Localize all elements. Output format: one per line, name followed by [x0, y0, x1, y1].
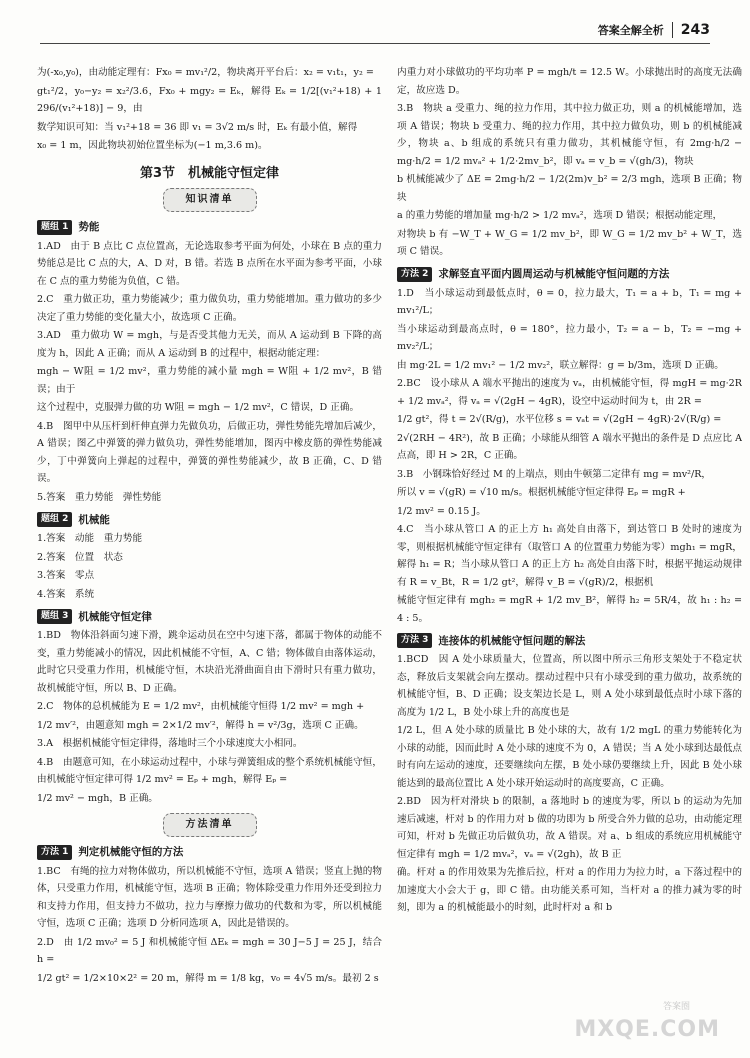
answer-item: 1.答案 动能 重力势能: [37, 533, 143, 544]
answer-item: 2√(2RH − 4R²)，故 B 正确；小球能从细管 A 端水平抛出的条件是 D 点应比 A 点高，即 H > 2R，C 正确。: [397, 432, 742, 461]
answer-item: 1.BCD 因 A 处小球质量大，位置高，所以图中所示三角形支架处于不稳定状态，释放后支架就会向左摆动。摆动过程中只有小球受到的重力做功，故系统的机械能守恒，B、D 正确；设支架边长是 L，则 A 处小球到最低点时小球下落的高度为 1/2 L，B 处小球上升的高度也是: [397, 654, 742, 718]
answer-item: 3.AD 重力做功 W = mgh，与是否受其他力无关，而从 A 运动到 B 下降的高度为 h，因此 A 正确；而从 A 运动到 B 的过程中，根据动能定理：: [37, 330, 382, 359]
page-header: [0, 0, 750, 44]
answer-item: 3.B 物块 a 受重力、绳的拉力作用，其中拉力做正功，则 a 的机械能增加，选项 A 错误；物块 b 受重力、绳的拉力作用，其中拉力做负功，则 b 的机械能减少，物块 a、b 组成的系统只有重力做功，其机械能守恒，有 2mg·h/2 − mg·h/2 = 1/2 mvₐ² + 1/2·2mv_b²，即 vₐ = v_b = √(gh/3)，物块: [397, 103, 742, 167]
method-banner: [37, 813, 382, 837]
answer-item: 对物块 b 有 −W_T + W_G = 1/2 mv_b²，即 W_G = 1/2 mv_b² + W_T，选项 C 错误。: [397, 228, 742, 257]
answer-item: 1.AD 由于 B 点比 C 点位置高，无论选取参考平面为何处，小球在 B 点的重力势能总是比 C 点的大，A、D 对，B 错。若选 B 点所在水平面为参考平面，小球在 C 点的重力势能为负值，C 错。: [37, 240, 382, 287]
method-title: 判定机械能守恒的方法: [78, 846, 184, 858]
method-heading: [397, 267, 742, 282]
method-tag: 方法 2: [397, 267, 432, 282]
section-title: 第3节 机械能守恒定律: [139, 165, 280, 181]
group-heading: [37, 609, 382, 624]
header-title: 答案全解全析: [597, 24, 664, 37]
answer-item: 2.C 物体的总机械能为 E = 1/2 mv²，由机械能守恒得 1/2 mv² = mgh +: [37, 701, 365, 712]
group-title: 机械能: [78, 513, 110, 526]
answer-item: 1.BD 物体沿斜面匀速下滑，跳伞运动员在空中匀速下落，都属于物体的动能不变，重力势能减小的情况，因此机械能不守恒，A、C 错；物体做自由落体运动，此时它只受重力作用，机械能守恒，木块沿光滑曲面自由下滑时只有重力做功，故机械能守恒，所以 B、D 正确。: [37, 630, 382, 694]
answer-item: 1/2 gt²，得 t = 2√(R/g)，水平位移 s = vₐt = √(2gH − 4gR)·2√(R/g) =: [397, 414, 722, 425]
answer-item: 1/2 mv² = 0.15 J。: [397, 505, 486, 517]
watermark: [574, 1002, 738, 1052]
answer-item: 械能守恒定律有 mgh₂ = mgR + 1/2 mv_B²，解得 h₂ = 5R/4，故 h₁ : h₂ = 4 : 5。: [397, 595, 742, 624]
group-tag: 题组 2: [37, 512, 72, 527]
group-tag: 题组 1: [37, 220, 72, 235]
answer-item: 4.C 当小球从管口 A 的正上方 h₁ 高处自由落下，到达管口 B 处时的速度为零，则根据机械能守恒定律有（取管口 A 的位置重力势能为零）mgh₁ = mgR，解得 h₁ = R；当小球从管口 A 的正上方 h₂ 高处自由落下时，根据平抛运动规律有 R = v_Bt，R = 1/2 gt²，解得 v_B = √(gR)/2，根据机: [397, 524, 742, 588]
method-heading: [37, 845, 382, 860]
group-tag: 题组 3: [37, 609, 72, 624]
group-heading: [37, 512, 382, 527]
group-title: 势能: [78, 221, 100, 233]
answer-item: 1/2 L，但 A 处小球的质量比 B 处小球的大，故有 1/2 mgL 的重力势能转化为小球的动能，因而此时 A 处小球的速度不为 0，A 错误；当 A 处小球到达最低点时有向左运动的速度，还要继续向左摆，B 处小球仍要继续上升，因此 B 处小球能达到的最高位置比 A 处小球开始运动时的高度要高，C 正确。: [397, 725, 742, 789]
answer-item: 确。杆对 a 的作用效果为先推后拉，杆对 a 的作用力为拉力时，a 下落过程中的加速度大小会大于 g，即 C 错。由功能关系可知，当杆对 a 的推力减为零的时刻，即为 a 的机械能最小的时刻，此时杆对 a 和 b: [397, 867, 742, 913]
answer-item: b 机械能减少了 ΔE = 2mg·h/2 − 1/2(2m)v_b² = 2/3 mgh，选项 B 正确；物块: [397, 174, 742, 203]
answer-item: 2.D 由 1/2 mv₀² = 5 J 和机械能守恒 ΔEₖ = mgh = 30 J−5 J = 25 J，结合 h =: [37, 936, 382, 965]
answer-item: 1.D 当小球运动到最低点时，θ = 0，拉力最大，T₁ = a + b，T₁ = mg + mv₁²/L；: [397, 287, 742, 316]
header-box: [598, 22, 710, 38]
method-title: 连接体的机械能守恒问题的解法: [438, 634, 586, 647]
intro-line: 为(-x₀,y₀)，由动能定理有：Fx₀ = mv₁²/2，物块离开平台后：x₂ = v₁t₁，y₂ =: [37, 67, 374, 78]
answer-item: 4.B 由题意可知，在小球运动过程中，小球与弹簧组成的整个系统机械能守恒，由机械能守恒定律可得 1/2 mv² = Eₚ + mgh，解得 Eₚ =: [37, 756, 382, 785]
answer-item: 5.答案 重力势能 弹性势能: [37, 491, 162, 503]
answer-item: 2.BD 因为杆对滑块 b 的限制，a 落地时 b 的速度为零，所以 b 的运动为先加速后减速，杆对 b 的作用力对 b 做的功即为 b 所受合外力做的总功，由动能定理可知，杆对 b 先做正功后做负功，故 A 错误。对 a、b 组成的系统应用机械能守恒定律有 mgh = 1/2 mvₐ²，vₐ = √(2gh)，故 B 正: [397, 796, 742, 860]
header-rule: [40, 43, 710, 44]
left-column: [37, 64, 382, 1039]
answer-item: 1/2 mv² − mgh，B 正确。: [37, 792, 158, 804]
answer-item: 1.BC 有绳的拉力对物体做功，所以机械能不守恒，选项 A 错误；竖直上抛的物体，只受重力作用，机械能守恒，选项 B 正确；物体除受重力作用外还受到拉力和支持力作用，但支持力不做功，拉力与摩擦力做功的代数和为零，所以机械能守恒，选项 C 正确；选项 D 分析同选项 A，因此是错误的。: [37, 865, 382, 929]
watermark-subtext: 答案圈: [662, 1002, 690, 1012]
answer-item: 2.BC 设小球从 A 端水平抛出的速度为 vₐ，由机械能守恒，得 mgH = mg·2R + 1/2 mvₐ²，得 vₐ = √(2gH − 4gR)，设空中运动时间为 t，由 2R =: [397, 378, 742, 407]
answer-item: 1/2 gt² = 1/2×10×2² = 20 m，解得 m = 1/8 kg，v₀ = 4√5 m/s。最初 2 s: [37, 972, 379, 984]
method-heading: [397, 633, 742, 648]
knowledge-banner: [37, 188, 382, 212]
intro-line: 数学知识可知：当 v₁²+18 = 36 即 v₁ = 3√2 m/s 时，Eₖ 有最小值，解得: [37, 121, 358, 133]
answer-item: 2.C 重力做正功，重力势能减少；重力做负功，重力势能增加。重力做功的多少决定了重力势能的变化量大小，故选项 C 正确。: [37, 294, 382, 323]
header-separator: [672, 22, 673, 38]
answer-item: mgh − W阻 = 1/2 mv²，重力势能的减小量 mgh = W阻 + 1/2 mv²，B 错误；由于: [37, 366, 382, 395]
answer-item: 3.A 根据机械能守恒定律得，落地时三个小球速度大小相同。: [37, 738, 303, 749]
method-tag: 方法 1: [37, 845, 72, 860]
group-title: 机械能守恒定律: [78, 610, 152, 623]
method-tag: 方法 3: [397, 633, 432, 648]
answer-item: a 的重力势能的增加量 mg·h/2 > 1/2 mvₐ²，选项 D 错误；根据动能定理，: [397, 210, 723, 221]
page-number: 243: [680, 22, 710, 38]
answer-item: 当小球运动到最高点时，θ = 180°，拉力最小，T₂ = a − b，T₂ = −mg + mv₂²/L；: [397, 323, 742, 352]
answer-item: 所以 v = √(gR) = √10 m/s。根据机械能守恒定律得 Eₚ = mgR +: [397, 487, 686, 498]
answer-item: 由 mg·2L = 1/2 mv₁² − 1/2 mv₂²，联立解得：g = b/3m，选项 D 正确。: [397, 359, 724, 371]
answer-item: 4.答案 系统: [37, 588, 95, 600]
answer-item: 3.答案 零点: [37, 570, 95, 581]
watermark-text: MXQE.COM: [574, 1017, 720, 1042]
intro-line: x₀ = 1 m，因此物块初始位置坐标为(−1 m,3.6 m)。: [37, 140, 268, 151]
answer-item: 内重力对小球做功的平均功率 P = mgh/t = 12.5 W。小球抛出时的高度无法确定，故应选 D。: [397, 67, 742, 96]
answer-item: 2.答案 位置 状态: [37, 551, 123, 563]
group-heading: [37, 220, 382, 235]
answer-item: 3.B 小钢珠恰好经过 M 的上端点，则由牛顿第二定律有 mg = mv²/R，: [397, 468, 712, 480]
intro-line: gt₁²/2，y₀−y₂ = x₂²/3.6，Fx₀ + mgy₂ = Eₖ，解得 Eₖ = 1/2[(v₁²+18) + 1 296/(v₁²+18)] − 9，由: [37, 85, 382, 114]
knowledge-banner-label: 知识清单: [163, 188, 257, 212]
method-title: 求解竖直平面内圆周运动与机械能守恒问题的方法: [438, 268, 670, 280]
answer-item: 4.B 图甲中从压杆到杆伸直弹力先做负功，后做正功，弹性势能先增加后减少，A 错误；图乙中弹簧的弹力做负功，弹性势能增加，图丙中橡皮筋的弹性势能减少，丁中弹簧向上弹起的过程中，弹簧的弹性势能减少，故 B 正确，C、D 错误。: [37, 420, 382, 484]
answer-item: 这个过程中，克服弹力做的功 W阻 = mgh − 1/2 mv²，C 错误，D 正确。: [37, 402, 360, 413]
right-column: [397, 64, 742, 1039]
answer-item: 1/2 mv′²，由题意知 mgh = 2×1/2 mv′²，解得 h = v²/3g，选项 C 正确。: [37, 719, 364, 731]
method-banner-label: 方法清单: [163, 813, 257, 837]
